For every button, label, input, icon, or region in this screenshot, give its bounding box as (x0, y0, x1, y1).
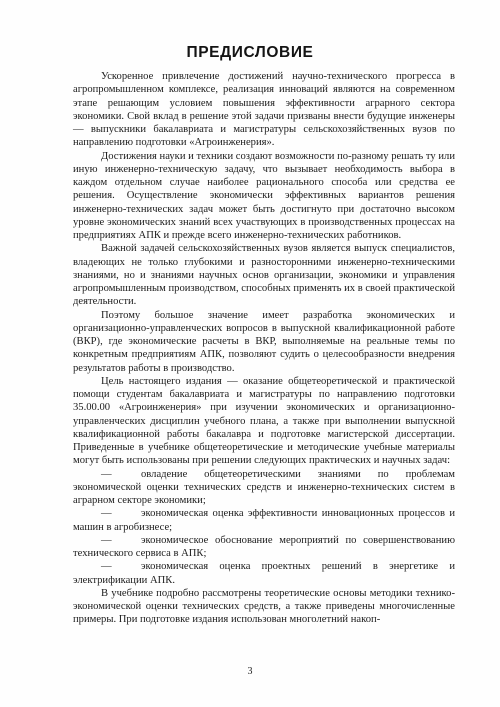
paragraph: Важной задачей сельскохозяйственных вузов является выпуск специалистов, владеющих не только глубокими и разносторонними инженерно-техническими знаниями, но и знаниями научных основ организации, экономики и управления агропромышленным производством, способных применять их в своей практической деятельности. (73, 243, 455, 308)
list-item (73, 560, 455, 587)
paragraph: Достижения науки и техники создают возможности по-разному решать ту или иную инженерно-техническую задачу, что вызывает необходимость выбора в каждом отдельном случае наиболее рационального способа или средства ее решения. Осуществление экономически эффективных вариантов решения инженерно-технических задач может быть достигнуто при достаточно высоком уровне экономических знаний всех участвующих в производственных процессах на предприятиях АПК и прежде всего инженерно-технических работников. (73, 150, 455, 241)
body-text (73, 70, 455, 627)
list-item (73, 534, 455, 561)
list-item (73, 468, 455, 508)
list-dash: — (101, 561, 112, 573)
closing-paragraph: В учебнике подробно рассмотрены теоретические основы методики технико-экономической оценки технических средств, а также приведены многочисленные примеры. При подготовке издания использован многолетний накоп- (73, 587, 455, 626)
list-dash: — (101, 508, 112, 520)
list-item-text: экономическая оценка проектных решений в энергетике и электрификации АПК. (73, 561, 455, 586)
list-dash: — (101, 534, 112, 546)
list-item-text: экономическая оценка эффективности инновационных процессов и машин в агробизнесе; (73, 508, 455, 533)
list-item-text: овладение общетеоретическими знаниями по проблемам экономической оценки технических средств и инженерно-технических систем в аграрном секторе экономики; (73, 468, 455, 506)
paragraph: Поэтому большое значение имеет разработка экономических и организационно-управленческих вопросов в выпускной квалификационной работе (ВКР), где экономические расчеты в ВКР, выполняемые на реальные темы по конкретным предприятиям АПК, позволяют судить о целесообразности внедрения результатов работы в производство. (73, 309, 455, 374)
page-title: ПРЕДИСЛОВИЕ (186, 44, 314, 61)
list-item (73, 507, 455, 534)
paragraph: Ускоренное привлечение достижений научно-технического прогресса в агропромышленном комплексе, реализация инноваций являются на современном этапе решающим условием повышения эффективности аграрного сектора экономики. Свой вклад в решение этой задачи призваны внести будущие инженеры — выпускники бакалавриата и магистратуры сельскохозяйственных вузов по направлению подготовки «Агроинженерия». (73, 71, 455, 149)
list-item-text: экономическое обоснование мероприятий по совершенствованию технического сервиса в АПК; (73, 534, 455, 559)
list-dash: — (101, 468, 112, 480)
paragraph: Цель настоящего издания — оказание общетеоретической и практической помощи студентам бакалавриата и магистратуры по направлению подготовки 35.00.00 «Агроинженерия» при изучении экономических и организационно-управленческих дисциплин учебного плана, а также при выполнении выпускной квалификационной работы бакалавра и подготовке магистерской диссертации. Приведенные в учебнике общетеоретические и методические учебные материалы могут быть использованы при решении следующих практических и научных задач: (73, 375, 455, 467)
page-number: 3 (247, 666, 253, 677)
